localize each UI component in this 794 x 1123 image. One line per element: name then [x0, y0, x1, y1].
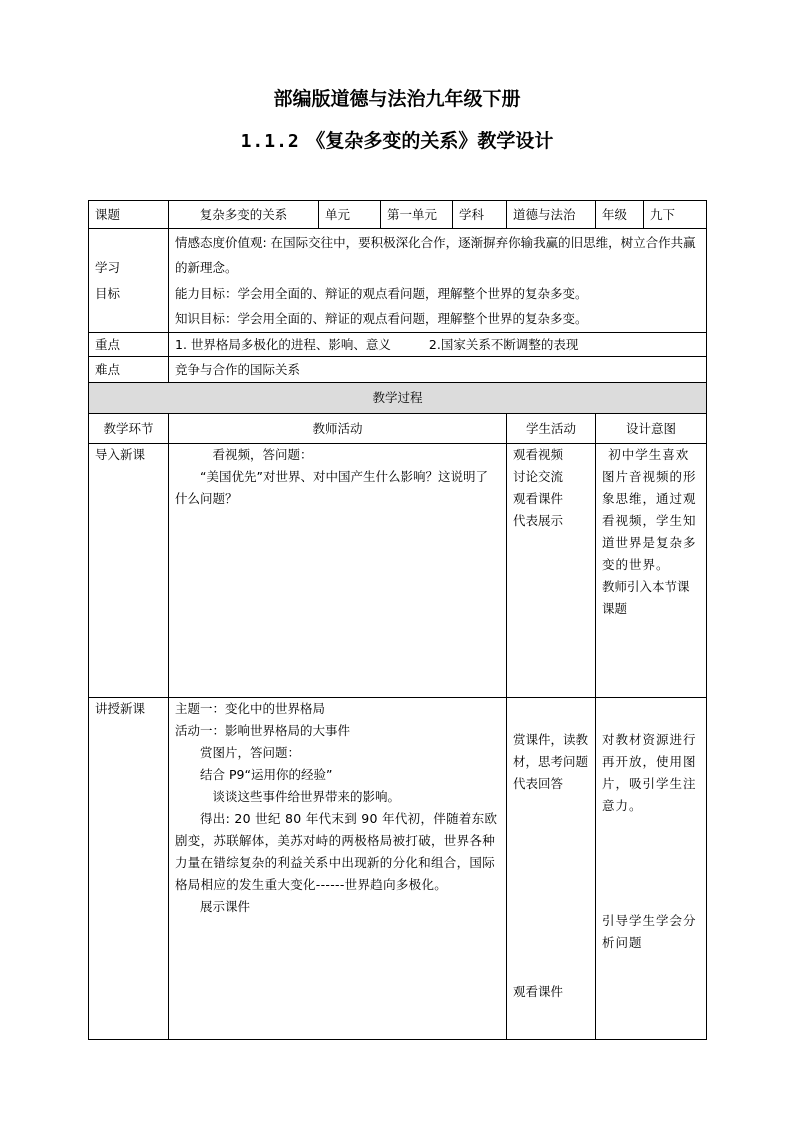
intro-intent-1: 初中学生喜欢图片音视频的形象思维，通过观看视频，学生知道世界是复杂多变的世界。: [602, 447, 697, 572]
lecture-student: [507, 698, 596, 1040]
col-teacher: 教师活动: [169, 414, 507, 444]
key-point-1: 1. 世界格局多极化的进程、影响、意义: [175, 336, 391, 352]
lecture-teacher-7: 展示课件: [200, 899, 251, 914]
goals-label-1: 学习: [95, 259, 121, 275]
intro-student-4: 代表展示: [513, 513, 564, 528]
intro-intent: [596, 444, 707, 698]
header-row: [89, 201, 707, 229]
goals-label-2: 目标: [95, 285, 121, 301]
lecture-intent-2: 引导学生学会分析问题: [602, 913, 697, 950]
lecture-intent: [596, 698, 707, 1040]
lecture-stage: 讲授新课: [89, 698, 169, 1040]
col-stage: 教学环节: [89, 414, 169, 444]
lecture-teacher: [169, 698, 507, 1040]
goal-knowledge: 知识目标：学会用全面的、辩证的观点看问题，理解整个世界的复杂多变。: [175, 311, 588, 326]
lesson-title: 《复杂多变的关系》教学设计: [306, 130, 554, 152]
topic-label: 课题: [89, 201, 169, 229]
column-header-row: [89, 414, 707, 444]
lesson-plan-table: [88, 200, 707, 1040]
grade-label: 年级: [596, 201, 644, 229]
intro-student-2: 讨论交流: [513, 469, 564, 484]
subject-value: 道德与法治: [507, 201, 596, 229]
col-intent: 设计意图: [596, 414, 707, 444]
lecture-student-1: 赏课件，读教材，思考问题代表回答: [513, 732, 589, 791]
process-header-row: [89, 383, 707, 414]
key-points-row: [89, 333, 707, 357]
intro-student-1: 观看视频: [513, 447, 564, 462]
intro-teacher-2: “美国优先”对世界、对中国产生什么影响？这说明了什么问题？: [175, 469, 488, 506]
intro-student-3: 观看课件: [513, 491, 564, 506]
intro-teacher-1: 看视频，答问题：: [212, 447, 313, 462]
lecture-teacher-5: 谈谈这些事件给世界带来的影响。: [212, 789, 401, 804]
unit-value: 第一单元: [381, 201, 453, 229]
intro-teacher: [169, 444, 507, 698]
difficulty-content: 竞争与合作的国际关系: [169, 357, 707, 383]
process-header: 教学过程: [89, 383, 707, 414]
key-points-label: 重点: [89, 333, 169, 357]
difficulty-label: 难点: [89, 357, 169, 383]
topic-value: 复杂多变的关系: [169, 201, 319, 229]
document-title: 部编版道德与法治九年级下册: [273, 88, 521, 110]
lecture-teacher-1: 主题一：变化中的世界格局: [175, 701, 326, 716]
difficulty-row: [89, 357, 707, 383]
lecture-teacher-2: 活动一：影响世界格局的大事件: [175, 723, 351, 738]
intro-student: [507, 444, 596, 698]
goal-ability: 能力目标：学会用全面的、辩证的观点看问题，理解整个世界的复杂多变。: [175, 285, 588, 301]
lecture-student-2: 观看课件: [513, 984, 564, 999]
lecture-teacher-3: 赏图片，答问题：: [200, 745, 301, 760]
grade-value: 九下: [644, 201, 707, 229]
lesson-number: 1.1.2: [240, 131, 300, 152]
lecture-row: [89, 698, 707, 1040]
key-points-content: [169, 333, 707, 357]
document-subtitle: [0, 126, 794, 153]
lecture-intent-1: 对教材资源进行再开放，使用图片，吸引学生注意力。: [602, 732, 697, 813]
col-student: 学生活动: [507, 414, 596, 444]
lecture-teacher-4: 结合 P9“运用你的经验”: [200, 767, 333, 782]
goal-attitude: 情感态度价值观: 在国际交往中，要积极深化合作，逐渐摒弃你输我赢的旧思维，树立合作共赢的新理念。: [175, 234, 696, 275]
key-point-2: 2.国家关系不断调整的表现: [428, 336, 579, 352]
goals-row: [89, 229, 707, 333]
goals-label: [89, 229, 169, 333]
intro-row: [89, 444, 707, 698]
subject-label: 学科: [453, 201, 507, 229]
intro-intent-2: 教师引入本节课课题: [602, 579, 690, 616]
lecture-teacher-6: 得出: 20 世纪 80 年代末到 90 年代初，伴随着东欧剧变，苏联解体，美苏对峙的两极格局被打破，世界各种力量在错综复杂的利益关系中出现新的分化和组合，国际格局相应的发生重大变化------世界趋向多极化。: [175, 811, 498, 892]
intro-stage: 导入新课: [89, 444, 169, 698]
goals-content: [169, 229, 707, 333]
unit-label: 单元: [319, 201, 381, 229]
